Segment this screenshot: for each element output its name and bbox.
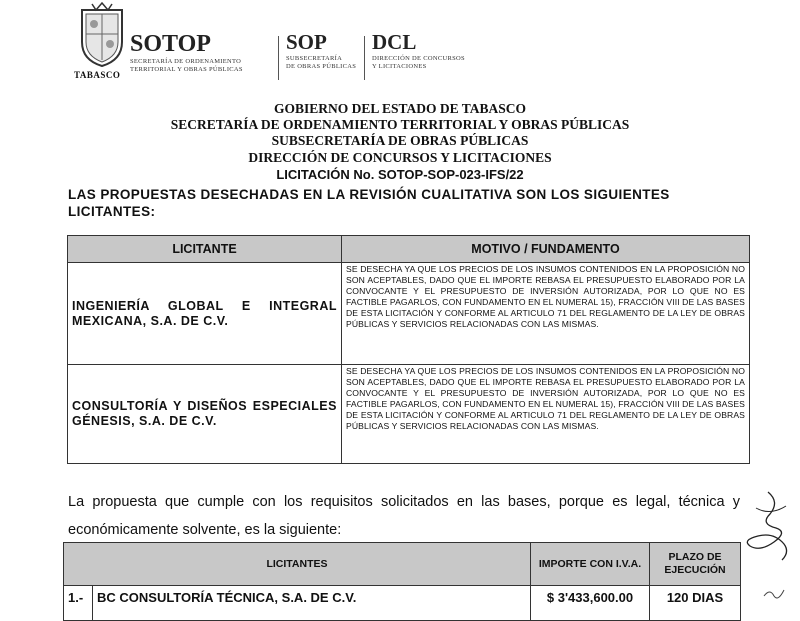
sotop-line2: TERRITORIAL Y OBRAS PÚBLICAS: [130, 66, 243, 73]
column-header-importe: IMPORTE CON I.V.A.: [531, 543, 650, 586]
motivo-cell: SE DESECHA YA QUE LOS PRECIOS DE LOS INSUMOS CONTENIDOS EN LA PROPOSICIÓN NO SON ACEPTABLES, DADO QUE EL IMPORTE REBASA EL PRESUPUESTO ELABORADO POR LA CONVOCANTE Y EL PRESUPUESTO DE INVERSIÓN AUTORIZADA, POR LO QUE NO ES FACTIBLE PAGARLOS, CON FUNDAMENTO EN EL NUMERAL 15), FRACCIÓN VIII DE LAS BASES DE ESTA LICITACIÓN Y CONFORME AL ARTICULO 71 DEL REGLAMENTO DE LA LEY DE OBRAS PÚBLICAS Y SERVICIOS RELACIONADAS CON LAS MISMAS.: [342, 365, 750, 464]
importe-cell: $ 3'433,600.00: [531, 586, 650, 621]
column-header-plazo: PLAZO DE EJECUCIÓN: [650, 543, 741, 586]
state-label: TABASCO: [74, 70, 121, 80]
sop-line2: DE OBRAS PÚBLICAS: [286, 63, 357, 70]
header-secretaria: SECRETARÍA DE ORDENAMIENTO TERRITORIAL Y OBRAS PÚBLICAS: [170, 117, 630, 132]
sop-logo: [286, 32, 356, 71]
rejected-proposals-table: [67, 235, 750, 464]
dcl-name: DCL: [372, 30, 417, 54]
licitante-cell: INGENIERÍA GLOBAL E INTEGRAL MEXICANA, S.A. DE C.V.: [68, 263, 342, 365]
motivo-cell: SE DESECHA YA QUE LOS PRECIOS DE LOS INSUMOS CONTENIDOS EN LA PROPOSICIÓN NO SON ACEPTABLES, DADO QUE EL IMPORTE REBASA EL PRESUPUESTO ELABORADO POR LA CONVOCANTE Y EL PRESUPUESTO DE INVERSIÓN AUTORIZADA, POR LO QUE NO ES FACTIBLE PAGARLOS, CON FUNDAMENTO EN EL NUMERAL 15), FRACCIÓN VIII DE LAS BASES DE ESTA LICITACIÓN Y CONFORME AL ARTICULO 71 DEL REGLAMENTO DE LA LEY DE OBRAS PÚBLICAS Y SERVICIOS RELACIONADAS CON LAS MISMAS.: [342, 263, 750, 365]
licitante-cell: BC CONSULTORÍA TÉCNICA, S.A. DE C.V.: [93, 586, 531, 621]
sop-name: SOP: [286, 30, 327, 54]
row-number: 1.-: [64, 586, 93, 621]
column-header-licitantes: LICITANTES: [64, 543, 531, 586]
signature-icon: [740, 488, 796, 568]
winner-paragraph: La propuesta que cumple con los requisitos solicitados en las bases, porque es legal, técnica y económicamente solvente, es la siguiente:: [68, 494, 740, 538]
sotop-name: SOTOP: [130, 31, 211, 57]
table-row: [68, 365, 750, 464]
sotop-logo: [130, 32, 243, 74]
handwritten-mark-icon: [760, 582, 790, 604]
dcl-line1: DIRECCIÓN DE CONCURSOS: [372, 55, 465, 62]
intro-text: LAS PROPUESTAS DESECHADAS EN LA REVISIÓN CUALITATIVA SON LOS SIGUIENTES LICITANTES:: [68, 187, 670, 219]
plazo-cell: 120 DIAS: [650, 586, 741, 621]
logo-divider: [364, 36, 365, 80]
header-licitacion: LICITACIÓN No. SOTOP-SOP-023-IFS/22: [276, 167, 524, 182]
table-row: [64, 586, 741, 621]
tabasco-crest-icon: [76, 2, 128, 68]
sotop-line1: SECRETARÍA DE ORDENAMIENTO: [130, 58, 242, 65]
column-header: LICITANTE: [68, 236, 342, 263]
letterhead: [74, 2, 494, 84]
dcl-logo: [372, 32, 465, 71]
header-government: GOBIERNO DEL ESTADO DE TABASCO: [273, 101, 527, 116]
table-row: [68, 263, 750, 365]
licitante-cell: CONSULTORÍA Y DISEÑOS ESPECIALES GÉNESIS, S.A. DE C.V.: [68, 365, 342, 464]
column-header: MOTIVO / FUNDAMENTO: [342, 236, 750, 263]
table-header-row: [64, 543, 741, 586]
sop-line1: SUBSECRETARÍA: [286, 55, 343, 62]
header-subsecretaria: SUBSECRETARÍA DE OBRAS PÚBLICAS: [271, 133, 529, 148]
logo-divider: [278, 36, 279, 80]
header-direccion: DIRECCIÓN DE CONCURSOS Y LICITACIONES: [248, 150, 552, 165]
table-header-row: [68, 236, 750, 263]
winning-proposal-table: [63, 542, 741, 621]
dcl-line2: Y LICITACIONES: [372, 63, 427, 70]
